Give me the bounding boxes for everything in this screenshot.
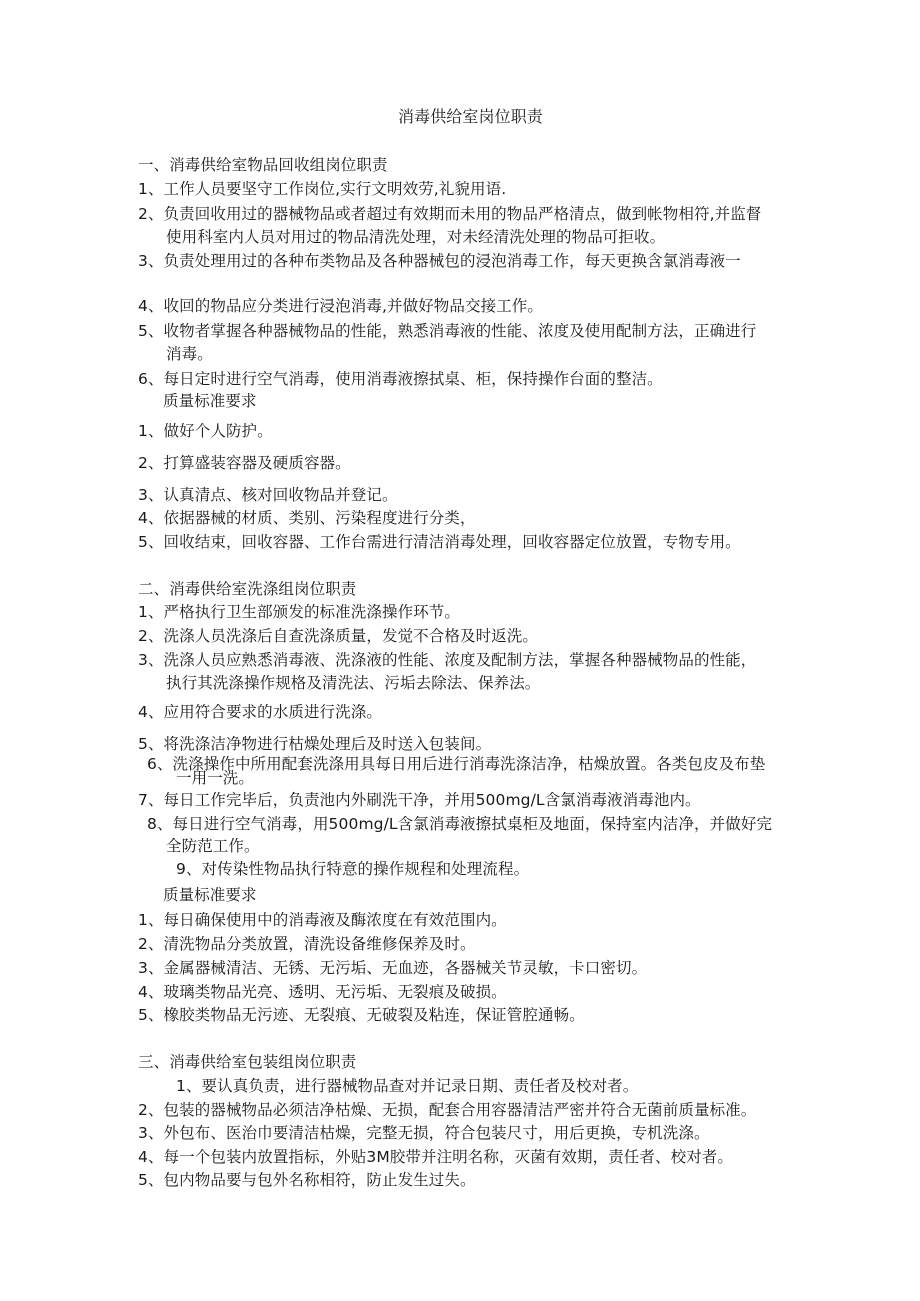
text-line: 9、对传染性物品执行特意的操作规程和处理流程。 — [176, 860, 530, 878]
text-line: 1、要认真负责，进行器械物品查对并记录日期、责任者及校对者。 — [176, 1077, 639, 1095]
text-line: 1、做好个人防护。 — [138, 422, 273, 440]
section-heading: 二、消毒供给室洗涤组岗位职责 — [138, 580, 357, 598]
text-line: 全防范工作。 — [166, 837, 260, 855]
text-line: 使用科室内人员对用过的物品清洗处理，对未经清洗处理的物品可拒收。 — [166, 228, 666, 246]
text-line: 3、负责处理用过的各种布类物品及各种器械包的浸泡消毒工作，每天更换含氯消毒液一 — [138, 252, 741, 270]
text-line: 3、认真清点、核对回收物品并登记。 — [138, 486, 398, 504]
text-line: 5、橡胶类物品无污迹、无裂痕、无破裂及粘连，保证管腔通畅。 — [138, 1006, 585, 1024]
text-line: 3、洗涤人员应熟悉消毒液、洗涤液的性能、浓度及配制方法，掌握各种器械物品的性能， — [138, 651, 757, 669]
text-line: 6、每日定时进行空气消毒，使用消毒液擦拭桌、柜，保持操作台面的整洁。 — [138, 370, 663, 388]
text-line: 2、清洗物品分类放置，清洗设备维修保养及时。 — [138, 935, 476, 953]
text-line: 8、每日进行空气消毒，用500mg∕L含氯消毒液擦拭桌柜及地面，保持室内洁净，并做好完 — [147, 815, 773, 833]
text-line: 2、洗涤人员洗涤后自查洗涤质量，发觉不合格及时返洗。 — [138, 627, 538, 645]
subheading: 质量标准要求 — [163, 886, 257, 904]
text-line: 5、包内物品要与包外名称相符，防止发生过失。 — [138, 1171, 476, 1189]
text-line: 4、每一个包装内放置指标，外贴3M胶带并注明名称，灭菌有效期，责任者、校对者。 — [138, 1148, 733, 1166]
text-line: 4、玻璃类物品光亮、透明、无污垢、无裂痕及破损。 — [138, 983, 507, 1001]
text-line: 一用一洗。 — [176, 769, 255, 787]
section-heading: 一、消毒供给室物品回收组岗位职责 — [138, 156, 388, 174]
text-line: 6、洗涤操作中所用配套洗涤用具每日用后进行消毒洗涤洁净，枯燥放置。各类包皮及布垫 — [147, 755, 766, 773]
text-line: 1、每日确保使用中的消毒液及酶浓度在有效范围内。 — [138, 911, 507, 929]
text-line: 4、依据器械的材质、类别、污染程度进行分类， — [138, 509, 476, 527]
text-line: 2、包装的器械物品必须洁净枯燥、无损，配套合用容器清洁严密并符合无菌前质量标准。 — [138, 1101, 757, 1119]
text-line: 3、金属器械清洁、无锈、无污垢、无血迹，各器械关节灵敏，卡口密切。 — [138, 959, 648, 977]
text-line: 5、回收结束，回收容器、工作台需进行清洁消毒处理，回收容器定位放置，专物专用。 — [138, 533, 741, 551]
text-line: 1、工作人员要坚守工作岗位,实行文明效劳,礼貌用语. — [138, 180, 507, 198]
text-line: 消毒。 — [166, 345, 213, 363]
text-line: 2、打算盛装容器及硬质容器。 — [138, 454, 351, 472]
text-line: 7、每日工作完毕后，负责池内外刷洗干净，并用500mg∕L含氯消毒液消毒池内。 — [138, 791, 701, 809]
text-line: 4、收回的物品应分类进行浸泡消毒,并做好物品交接工作。 — [138, 297, 543, 315]
text-line: 执行其洗涤操作规格及清洗法、污垢去除法、保养法。 — [166, 674, 541, 692]
page-title: 消毒供给室岗位职责 — [398, 107, 543, 126]
text-line: 1、严格执行卫生部颁发的标准洗涤操作环节。 — [138, 603, 460, 621]
text-line: 5、收物者掌握各种器械物品的性能，熟悉消毒液的性能、浓度及使用配制方法，正确进行 — [138, 322, 757, 340]
text-line: 2、负责回收用过的器械物品或者超过有效期而未用的物品严格清点，做到帐物相符,并监督 — [138, 205, 762, 223]
text-line: 3、外包布、医治巾要清洁枯燥，完整无损，符合包装尺寸，用后更换，专机洗涤。 — [138, 1124, 710, 1142]
section-heading: 三、消毒供给室包装组岗位职责 — [138, 1053, 357, 1071]
text-line: 4、应用符合要求的水质进行洗涤。 — [138, 703, 382, 721]
text-line: 5、将洗涤洁净物进行枯燥处理后及时送入包装间。 — [138, 735, 492, 753]
subheading: 质量标准要求 — [163, 392, 257, 410]
